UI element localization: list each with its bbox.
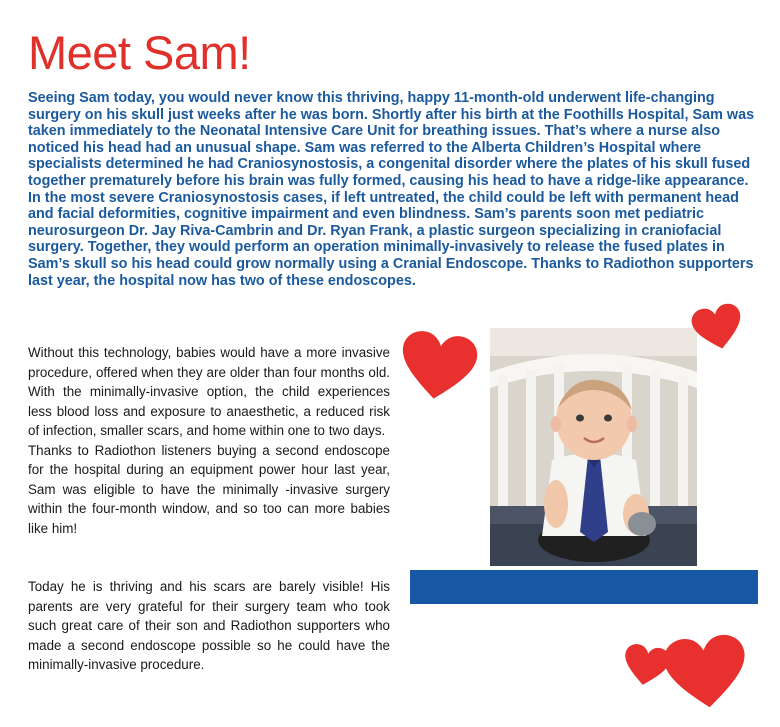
body-paragraph-2: Thanks to Radiothon listeners buying a second endoscope for the hospital during an equipment power hour last year, Sam was eligible to have the minimally -invasive surgery within the four-month window, and so too can more babies like him! [28,442,390,536]
body-column [28,343,390,675]
baby-photo [490,328,697,566]
caption-bar [410,570,758,604]
page-title: Meet Sam! [28,26,251,79]
body-paragraph-1: Without this technology, babies would have a more invasive procedure, offered when they are older than four months old. With the minimally-invasive option, the child experiences less blood loss and exposure to anaesthetic, a reduced risk of infection, smaller scars, and home within one to two days. [28,345,390,438]
heart-icon [688,300,748,356]
baby-photo-illustration [490,328,697,566]
intro-paragraph: Seeing Sam today, you would never know this thriving, happy 11-month-old underwent life-changing surgery on his skull just weeks after he was born. Shortly after his birth at the Foothills Hospital, Sam was taken immediately to the Neonatal Intensive Care Unit for breathing issues. That’s where a nurse also noticed his head had an unusual shape. Sam was referred to the Alberta Children’s Hospital where specialists determined he had Craniosynostosis, a congenital disorder where the plates of his skull fused together prematurely before his brain was fully formed, causing his head to have a ridge-like appearance. In the most severe Craniosynostosis cases, if left untreated, the child could be left with permanent head and facial deformities, cognitive impairment and even blindness. Sam’s parents soon met pediatric neurosurgeon Dr. Jay Riva-Cambrin and Dr. Ryan Frank, a plastic surgeon specializing in craniofacial surgery. Together, they would perform an operation minimally-invasively to release the fused plates in Sam’s skull so his head could grow normally using a Cranial Endoscope. Thanks to Radiothon supporters last year, the hospital now has two of these endoscopes. [28,90,755,289]
heart-icon [660,626,753,720]
paragraph-spacer [28,538,390,577]
heart-icon [394,327,483,407]
body-paragraph-3: Today he is thriving and his scars are barely visible! His parents are very grateful for their surgery team who took such great care of their son and Radiothon supporters who made a second endoscope possible so he could have the minimally-invasive procedure. [28,579,390,672]
